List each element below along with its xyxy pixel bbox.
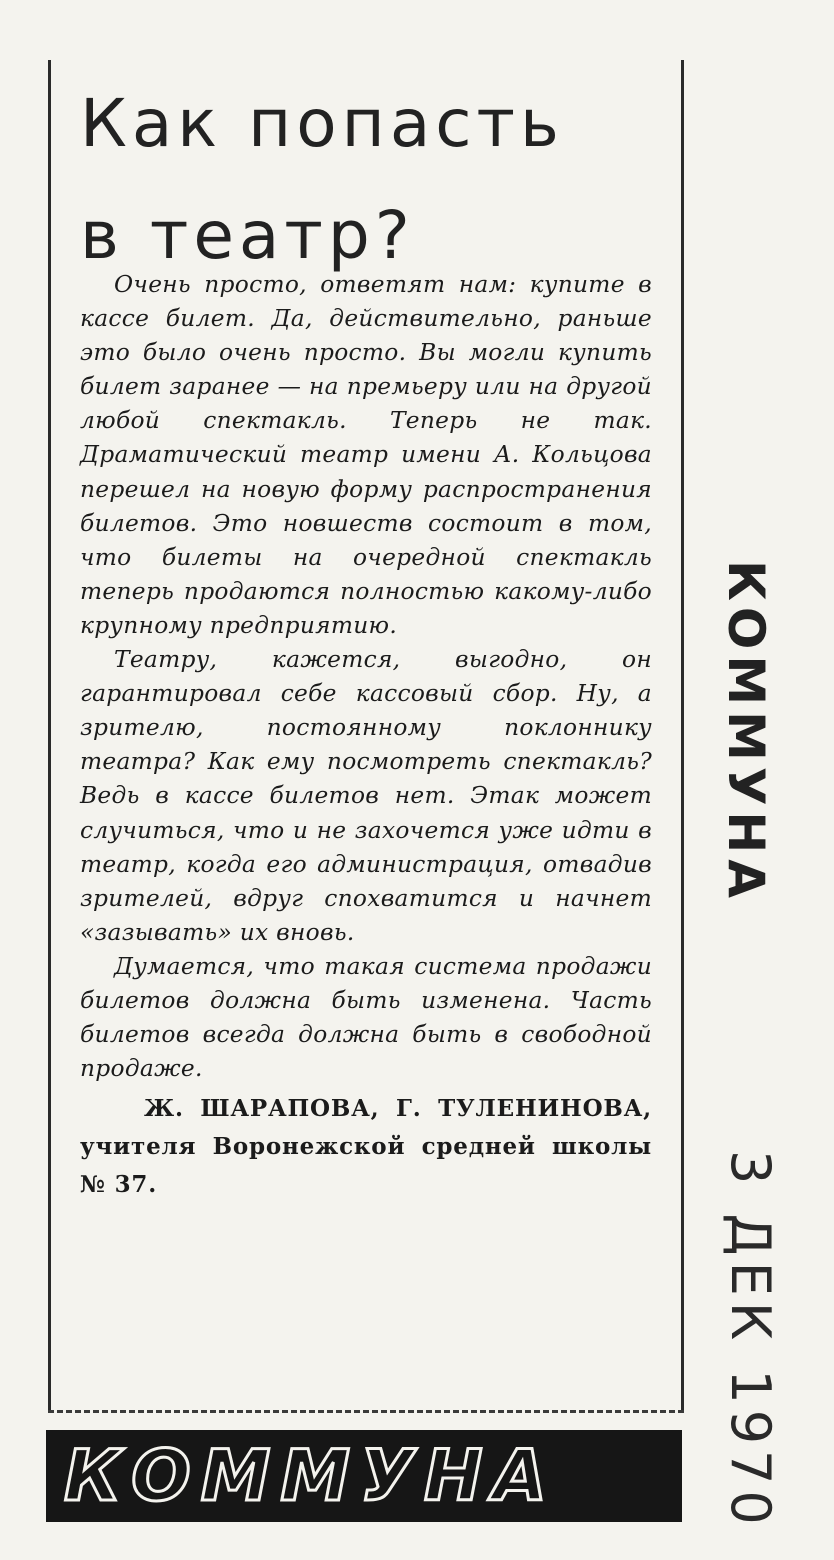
side-stamp: КОММУНА	[717, 560, 775, 904]
byline: Ж. ШАРАПОВА, Г. ТУЛЕНИНОВА, учителя Воронежской средней школы № 37.	[80, 1095, 652, 1199]
clipping-bottom-border	[48, 1410, 684, 1413]
headline-line-2: в театр?	[80, 197, 415, 274]
date-stamp: 3 ДЕК 1970	[719, 1150, 782, 1531]
headline-line-1: Как попасть	[80, 85, 564, 162]
paragraph-3: Думается, что такая система продажи билетов должна быть изменена. Часть билетов всегда должна быть в свободной продаже.	[80, 952, 652, 1083]
paragraph-1: Очень просто, ответят нам: купите в кассе билет. Да, действительно, раньше это было очень просто. Вы могли купить билет заранее — на премьеру или на другой любой спектакль. Теперь не так. Драматический театр имени А. Кольцова перешел на новую форму распространения билетов. Это новшеств состоит в том, что билеты на очередной спектакль теперь продаются полностью какому-либо крупному предприятию.	[80, 271, 652, 639]
paragraph-2: Театру, кажется, выгодно, он гарантировал себе кассовый сбор. Ну, а зрителю, постоянному поклоннику театра? Как ему посмотреть спектакль? Ведь в кассе билетов нет. Этак может случиться, что и не захочется уже идти в театр, когда его администрация, отвадив зрителей, вдруг спохватится и начнет «зазывать» их вновь.	[80, 646, 652, 946]
headline	[80, 68, 640, 292]
newspaper-masthead	[46, 1430, 682, 1522]
article-body	[80, 268, 652, 1204]
masthead-title: КОММУНА	[64, 1435, 557, 1517]
